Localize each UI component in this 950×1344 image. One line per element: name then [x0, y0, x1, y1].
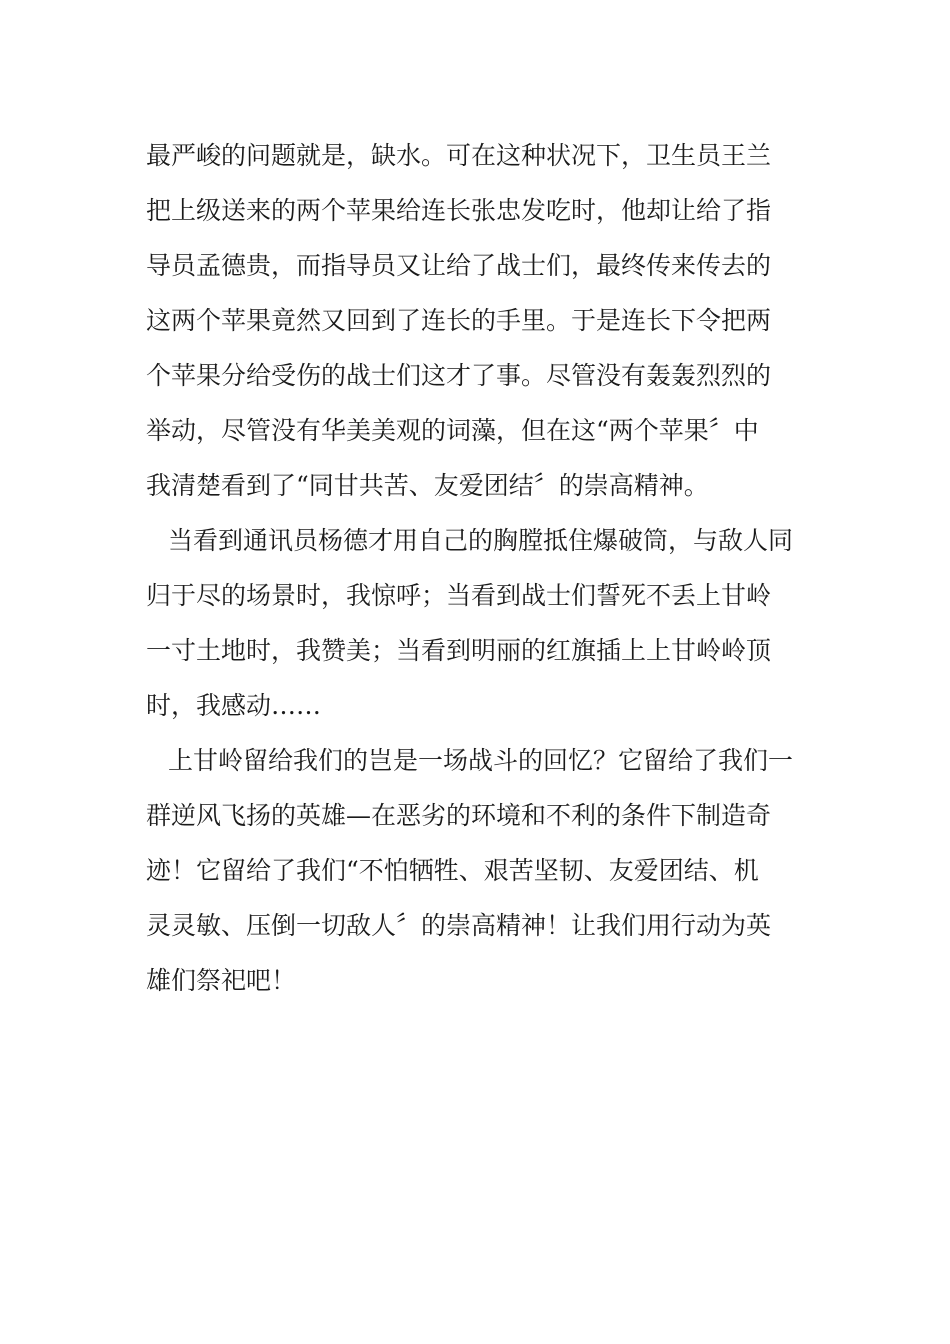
text-line: 当看到通讯员杨德才用自己的胸膛抵住爆破筒，与敌人同: [168, 526, 794, 555]
text-line: 个苹果分给受伤的战士们这才了事。尽管没有轰轰烈烈的: [146, 361, 772, 390]
text-line: 灵灵敏、压倒一切敌人〞的崇高精神！让我们用行动为英: [146, 911, 772, 940]
text-line: 归于尽的场景时，我惊呼；当看到战士们誓死不丢上甘岭: [146, 581, 772, 610]
paragraph-heroes: [146, 513, 816, 733]
text-line: 最严峻的问题就是，缺水。可在这种状况下，卫生员王兰: [146, 141, 772, 170]
text-line: 把上级送来的两个苹果给连长张忠发吃时，他却让给了指: [146, 196, 772, 225]
paragraph-apples: [146, 128, 816, 513]
text-line: 导员孟德贵，而指导员又让给了战士们，最终传来传去的: [146, 251, 772, 280]
text-line: 群逆风飞扬的英雄—在恶劣的环境和不利的条件下制造奇: [146, 801, 772, 830]
paragraph-conclusion: [146, 733, 816, 1008]
text-line: 这两个苹果竟然又回到了连长的手里。于是连长下令把两: [146, 306, 772, 335]
text-line: 举动，尽管没有华美美观的词藻，但在这“两个苹果〞中: [146, 416, 759, 445]
text-line: 一寸土地时，我赞美；当看到明丽的红旗插上上甘岭岭顶: [146, 636, 772, 665]
essay-body: [146, 128, 816, 1008]
text-line: 迹！它留给了我们“不怕牺牲、艰苦坚韧、友爱团结、机: [146, 856, 759, 885]
text-line: 我清楚看到了“同甘共苦、友爱团结〞的崇高精神。: [146, 471, 709, 500]
text-line: 雄们祭祀吧！: [146, 966, 297, 995]
text-line: 上甘岭留给我们的岂是一场战斗的回忆？它留给了我们一: [168, 746, 794, 775]
text-line: 时，我感动……: [146, 691, 322, 720]
